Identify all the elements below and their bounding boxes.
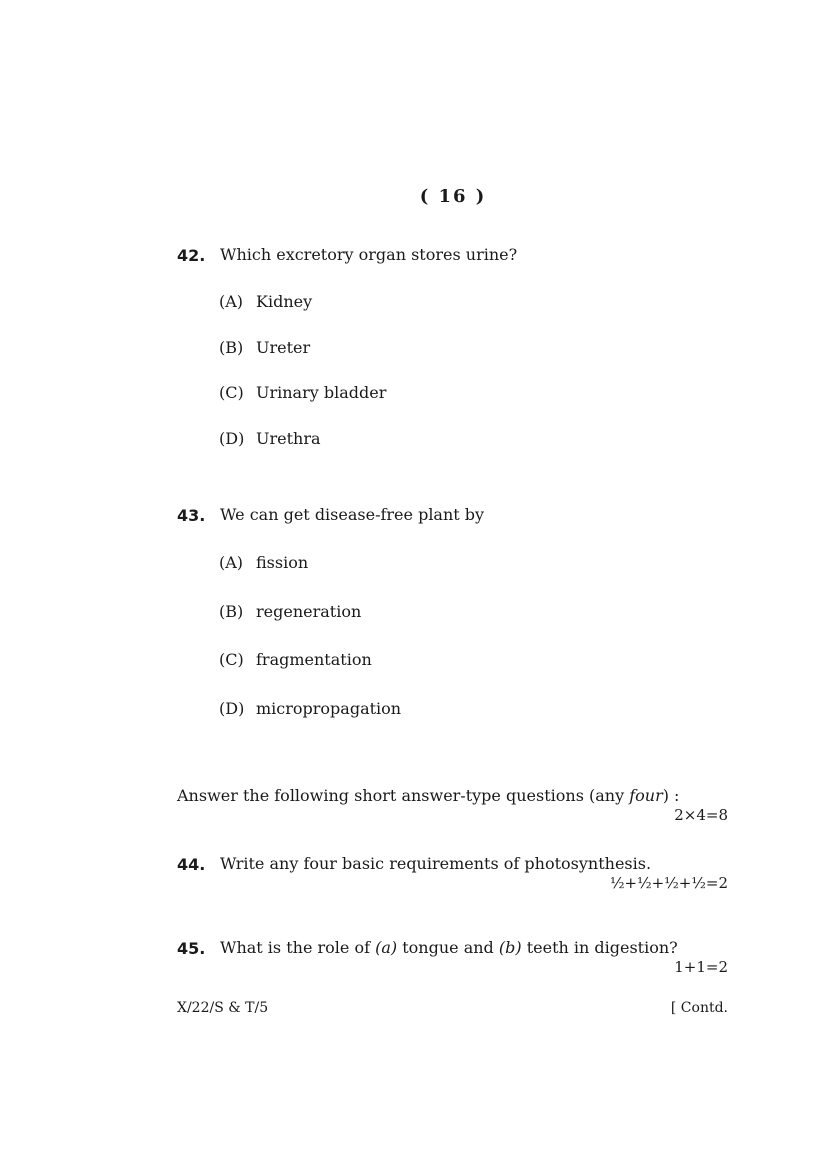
question-number: 42. (177, 246, 206, 265)
option-text: fragmentation (256, 650, 372, 669)
option-text: regeneration (256, 602, 362, 621)
question-number: 43. (177, 506, 206, 525)
option-label: (D) (219, 699, 245, 718)
question-marks: 1+1=2 (674, 958, 728, 976)
option-label: (B) (219, 602, 244, 621)
option-b (219, 338, 310, 357)
question-text-part: teeth in digestion? (521, 938, 678, 957)
option-text: Ureter (256, 338, 311, 357)
option-d (219, 699, 401, 718)
question-marks: ½+½+½+½=2 (610, 874, 728, 892)
section-instruction (177, 786, 679, 805)
part-a-label: (a) (375, 938, 398, 957)
option-label: (C) (219, 650, 244, 669)
question-text: We can get disease-free plant by (220, 505, 485, 524)
option-c (219, 383, 386, 402)
question-text: Which excretory organ stores urine? (220, 245, 518, 264)
section-marks: 2×4=8 (674, 806, 728, 824)
option-text: micropropagation (256, 699, 402, 718)
option-label: (B) (219, 338, 244, 357)
question-number: 45. (177, 939, 206, 958)
option-text: Urethra (256, 429, 321, 448)
option-text: fission (256, 553, 309, 572)
instruction-emphasis: four (629, 786, 663, 805)
option-label: (C) (219, 383, 244, 402)
option-text: Urinary bladder (256, 383, 387, 402)
option-label: (D) (219, 429, 245, 448)
instruction-text-end: ) : (662, 786, 680, 805)
option-text: Kidney (256, 292, 313, 311)
footer-code: X/22/S & T/5 (177, 1000, 269, 1016)
option-d (219, 429, 321, 448)
question-text-part: tongue and (397, 938, 499, 957)
page-number: ( 16 ) (419, 186, 487, 207)
question-text: Write any four basic requirements of photosynthesis. (220, 854, 652, 873)
option-a (219, 553, 308, 572)
question-text (220, 938, 678, 957)
instruction-text: Answer the following short answer-type questions (any (177, 786, 630, 805)
option-a (219, 292, 312, 311)
question-number: 44. (177, 855, 206, 874)
option-c (219, 650, 372, 669)
option-b (219, 602, 361, 621)
option-label: (A) (219, 292, 244, 311)
footer-contd: [ Contd. (670, 1000, 728, 1016)
part-b-label: (b) (498, 938, 522, 957)
question-text-part: What is the role of (220, 938, 376, 957)
option-label: (A) (219, 553, 244, 572)
